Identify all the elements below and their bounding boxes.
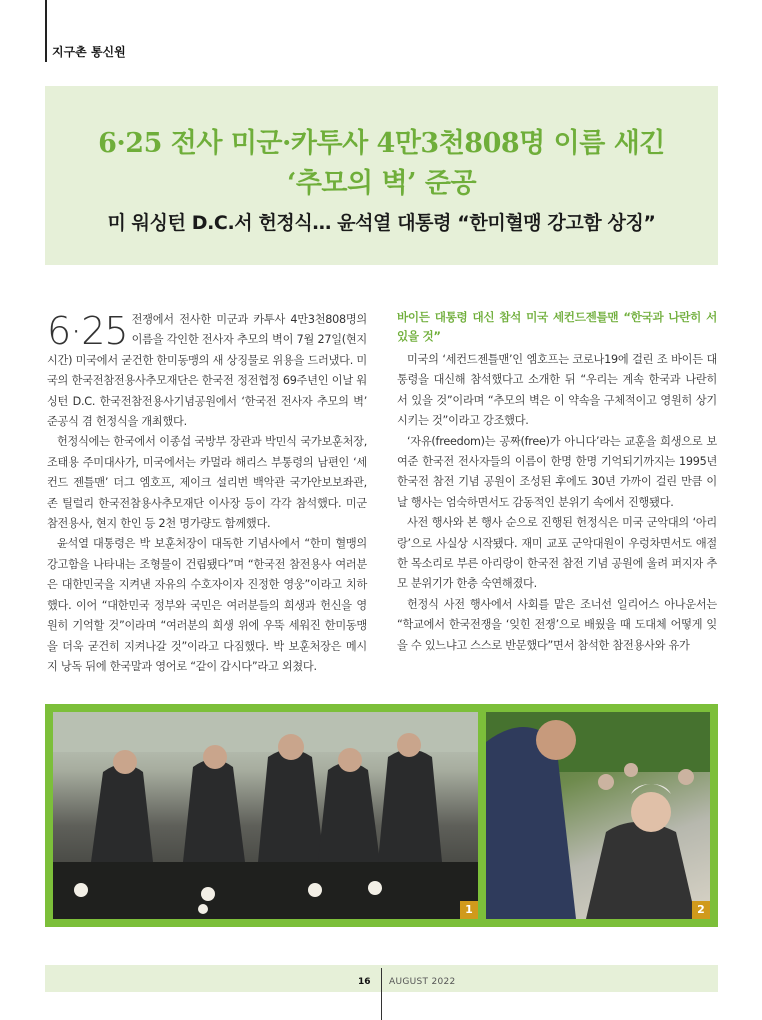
- photo-number-badge: 2: [692, 901, 710, 919]
- photo-handshake-illustration: [486, 712, 710, 919]
- dropcap: 6·25: [47, 309, 128, 353]
- photo-frame: [45, 704, 718, 927]
- article-paragraph: ‘자유(freedom)는 공짜(free)가 아니다’라는 교훈을 희생으로 보여준 한국전 전사자들의 이름이 한명 한명 기억되기까지는 1995년 한국전 참전 기념 공원이 조성된 후에도 30년 가까이 걸린 만큼 이날 행사는 엄숙하면서도 감동적인 분위기 속에서 진행됐다.: [397, 434, 717, 509]
- photo-ceremony-officials: [53, 712, 478, 919]
- article-paragraph: 미국의 ‘세컨드젠틀맨’인 엠호프는 코로나19에 걸린 조 바이든 대통령을 대신해 참석했다고 소개한 뒤 “우리는 계속 한국과 나란히 서 있을 것”이라며 “추모의 벽은 이 약속을 구체적이고 영원히 상기시키는 것”이라고 강조했다.: [397, 353, 717, 428]
- subheadline: 미 워싱턴 D.C.서 헌정식… 윤석열 대통령 “한미혈맹 강고함 상징”: [107, 212, 656, 234]
- photo-veteran-handshake: [486, 712, 710, 919]
- issue-date: AUGUST 2022: [389, 977, 456, 987]
- article-paragraph: 헌정식 사전 행사에서 사회를 맡은 조너선 일리어스 아나운서는 “학교에서 한국전쟁을 ‘잊힌 전쟁’으로 배웠을 때 도대체 어떻게 잊을 수 있느냐고 스스로 반문했다”면서 참석한 참전용사와 유가: [397, 597, 717, 652]
- article-right-column: [397, 308, 717, 656]
- photo-ceremony-illustration: [53, 712, 478, 919]
- article-paragraph: 윤석열 대통령은 박 보훈처장이 대독한 기념사에서 “한미 혈맹의 강고함을 나타내는 조형물이 건립됐다”며 “한국전 참전용사 여러분은 대한민국을 지켜낸 자유의 수호자이자 진정한 영웅”이라고 치하했다. 이어 “대한민국 정부와 국민은 여러분들의 희생과 헌신을 영원히 기억할 것”이라며 “여러분의 희생 위에 우뚝 세워진 한미동맹을 더욱 굳건히 지켜나갈 것”이라고 다짐했다. 박 보훈처장은 메시지 낭독 뒤에 한국말과 영어로 “같이 갑시다”라고 외쳤다.: [47, 537, 367, 673]
- section-heading: 바이든 대통령 대신 참석 미국 세컨드젠틀맨 “한국과 나란히 서 있을 것”: [397, 310, 717, 343]
- lead-text: 전쟁에서 전사한 미군과 카투사 4만3천808명의 이름을 각인한 전사자 추모의 벽이 7월 27일(현지시간) 미국에서 굳건한 한미동맹의 새 상징물로 위용을 드러냈다. 미국의 한국전참전용사추모재단은 한국전 정전협정 69주년인 이날 워싱턴 D.C. 한국전참전용사기념공원에서 ‘한국전 전사자 추모의 벽’ 준공식 겸 헌정식을 개최했다.: [47, 313, 367, 429]
- headline-line-1: 6·25 전사 미군·카투사 4만3천808명 이름 새긴: [98, 128, 665, 159]
- photo-number-badge: 1: [460, 901, 478, 919]
- article-left-column: [47, 310, 367, 677]
- article-paragraph: 헌정식에는 한국에서 이종섭 국방부 장관과 박민식 국가보훈처장, 조태용 주미대사가, 미국에서는 카멀라 해리스 부통령의 남편인 ‘세컨드 젠틀맨’ 더그 엠호프, 제이크 설리번 백악관 국가안보보좌관, 존 틸럴리 한국전참용사추모재단 이사장 등이 각각 참석했다. 미군 참전용사, 현지 한인 등 2천 명가량도 함께했다.: [47, 435, 367, 531]
- article-paragraph: 사전 행사와 본 행사 순으로 진행된 헌정식은 미국 군악대의 ‘아리랑’으로 사실상 시작됐다. 재미 교포 군악대원이 우렁차면서도 애절한 목소리로 부른 아리랑이 한국전 참전 기념 공원에 울려 퍼지자 추모 분위기가 한층 숙연해졌다.: [397, 516, 717, 591]
- headline-line-2: ‘추모의 벽’ 준공: [286, 168, 477, 199]
- page-number: 16: [358, 977, 371, 987]
- lead-paragraph: [47, 310, 367, 432]
- footer-separator: [381, 968, 382, 1020]
- title-box: [45, 86, 718, 265]
- top-rule: [45, 0, 47, 62]
- section-label: 지구촌 통신원: [52, 45, 126, 59]
